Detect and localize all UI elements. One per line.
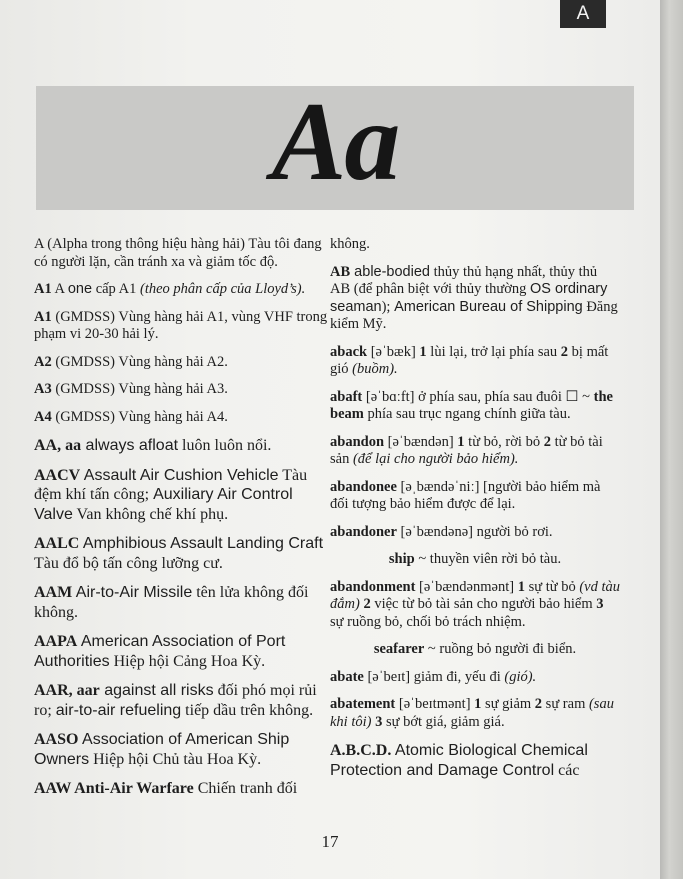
- entry-subhead: the beam: [330, 388, 613, 422]
- sense-number: 3: [596, 596, 604, 612]
- entry-text: Tàu đổ bộ tấn công lưỡng cư.: [34, 554, 223, 572]
- entry-aam: [34, 583, 328, 622]
- entry-a1-one: [34, 281, 328, 299]
- entry-note: (vd tàu đắm): [330, 578, 621, 612]
- entry-headword: abate: [330, 668, 364, 685]
- entry-abatement: [330, 696, 620, 731]
- entry-term: Anti-Air Warfare: [71, 780, 194, 797]
- entry-abandonment: [330, 579, 620, 632]
- page-number: 17: [321, 832, 339, 851]
- entry-text: [əˌbændəˈniː] [người bảo hiểm mà đối tượng bảo hiểm được để lại.: [330, 478, 601, 512]
- entry-text: Hiệp hội Chủ tàu Hoa Kỳ.: [89, 750, 262, 768]
- entry-aapa: [34, 632, 328, 671]
- entry-headword: abandon: [330, 433, 385, 450]
- entry-ship-subentry: [330, 551, 620, 569]
- entry-term: Amphibious Assault Landing Craft: [79, 535, 324, 552]
- entry-text: từ bỏ tài sản: [330, 433, 603, 467]
- entry-aalc: [34, 534, 328, 573]
- entry-text: Đăng kiểm Mỹ.: [330, 298, 618, 332]
- entry-text: ~ thuyền viên rời bỏ tàu.: [414, 551, 562, 567]
- page-edge: [660, 0, 683, 879]
- entry-note: (gió).: [504, 668, 537, 685]
- entry-text: (GMDSS) Vùng hàng hải A2.: [51, 353, 228, 370]
- entry-text: (GMDSS) Vùng hàng hải A4.: [51, 408, 228, 425]
- entry-headword: A2: [34, 353, 52, 370]
- sense-number: 2: [560, 343, 569, 360]
- entry-headword: AA, aa: [34, 437, 82, 454]
- entry-text: cấp A1: [92, 281, 140, 297]
- entry-ab: [330, 264, 620, 334]
- entry-term: Assault Air Cushion Vehicle: [80, 466, 279, 484]
- entry-text: Van không chế khí phụ.: [72, 505, 229, 523]
- entry-term: one: [67, 281, 93, 297]
- entry-term: Auxiliary Air Control Valve: [34, 486, 293, 523]
- banner-title: Aa: [271, 80, 399, 204]
- entry-text: sự từ bỏ: [524, 578, 580, 595]
- entry-text: lùi lại, trở lại phía sau: [426, 343, 561, 360]
- entry-abaft: [330, 389, 620, 424]
- sense-number: 1: [457, 433, 465, 450]
- entry-aaso: [34, 730, 328, 769]
- entry-a4: [34, 409, 328, 427]
- entry-text: Chiến tranh đối: [193, 780, 298, 797]
- entry-term: American Association of Port Authorities: [34, 633, 286, 670]
- sense-number: 1: [517, 578, 525, 595]
- entry-text: đối phó mọi rủi ro;: [34, 682, 317, 719]
- sense-number: 3: [371, 713, 383, 730]
- entry-abate: [330, 669, 620, 687]
- sense-number: 1: [474, 696, 482, 712]
- entry-text: );: [381, 298, 395, 315]
- entry-headword: AAW: [34, 780, 72, 797]
- entry-text: [əˈbændənə] người bỏ rơi.: [396, 523, 553, 540]
- entry-headword: aback: [330, 343, 368, 360]
- letter-tab: A: [560, 0, 606, 28]
- entry-headword: A1: [34, 281, 52, 297]
- entry-term: always afloat: [81, 437, 179, 454]
- entry-a2: [34, 354, 328, 372]
- entry-headword: A4: [34, 408, 52, 425]
- entry-a1-gmdss: [34, 309, 328, 344]
- entry-subhead: seafarer: [373, 641, 425, 657]
- entry-term: able-bodied: [350, 263, 430, 280]
- letter-banner: [36, 80, 634, 210]
- entry-text: việc từ bỏ tài sản cho người bảo hiểm: [370, 596, 597, 612]
- entry-term: Atomic Biological Chemical Protection and Damage Control: [330, 742, 588, 779]
- entry-text: (GMDSS) Vùng hàng hải A3.: [51, 381, 228, 397]
- entry-text: từ bỏ, rời bỏ: [464, 433, 544, 450]
- entry-headword: A3: [34, 381, 52, 397]
- left-column: [34, 236, 328, 809]
- entry-subhead: ship: [388, 551, 415, 567]
- entry-text: A: [51, 281, 68, 297]
- entry-note: (sau khi tôi): [330, 696, 614, 730]
- entry-abandon: [330, 434, 620, 469]
- entry-text: không.: [330, 236, 370, 252]
- entry-abcd: [330, 741, 620, 780]
- entry-text: sự giảm: [481, 696, 535, 712]
- right-column: [330, 236, 620, 790]
- entry-abandonee: [330, 479, 620, 514]
- entry-text: sự ruồng bỏ, chối bỏ trách nhiệm.: [330, 613, 526, 630]
- entry-headword: abandonment: [330, 578, 416, 595]
- entry-headword: AACV: [34, 466, 81, 484]
- entry-text: [əˈbændənmənt]: [415, 578, 518, 595]
- entry-text: tiếp dầu trên không.: [181, 701, 314, 719]
- entry-text: [əˈbændən]: [384, 433, 458, 450]
- entry-text: Hiệp hội Cảng Hoa Kỳ.: [109, 652, 266, 670]
- entry-text: (GMDSS) Vùng hàng hải A1, vùng VHF trong phạm vi 20-30 hải lý.: [34, 308, 328, 342]
- entry-note: (để lại cho người bảo hiểm).: [352, 451, 519, 467]
- entry-text: các: [554, 761, 580, 779]
- sense-number: 2: [359, 596, 371, 612]
- entry-term: against all risks: [99, 682, 214, 699]
- entry-aback: [330, 344, 620, 379]
- entry-text: phía sau trục ngang chính giữa tàu.: [363, 406, 571, 422]
- entry-text: Tàu đệm khí tấn công;: [34, 466, 308, 503]
- entry-text: sự bớt giá, giảm giá.: [382, 713, 505, 730]
- entry-text: bị mất gió: [330, 343, 609, 377]
- entry-aacv: [34, 466, 328, 525]
- entry-note: (theo phân cấp của Lloyd’s).: [139, 281, 306, 297]
- entry-text: A (Alpha trong thông hiệu hàng hải) Tàu tôi đang có người lặn, cần tránh xa và giảm tốc độ.: [34, 236, 322, 270]
- entry-text: [əˈbeɪtmənt]: [395, 696, 475, 712]
- entry-aar: [34, 681, 328, 720]
- entry-note: (buồm).: [352, 361, 398, 377]
- entry-continuation: [330, 236, 620, 254]
- entry-term: Association of American Ship Owners: [34, 731, 290, 768]
- entry-text: ~ ruồng bỏ người đi biển.: [424, 641, 577, 657]
- entry-headword: abandonee: [330, 478, 397, 495]
- entry-term: air-to-air refueling: [55, 701, 182, 719]
- entry-abandoner: [330, 524, 620, 542]
- sense-number: 1: [419, 343, 427, 360]
- entry-headword: AB: [330, 263, 351, 280]
- entry-headword: AASO: [34, 731, 79, 748]
- entry-headword: A.B.C.D.: [330, 742, 392, 759]
- entry-headword: A1: [34, 308, 52, 325]
- entry-term: OS ordinary seaman: [330, 281, 608, 315]
- entry-a3: [34, 381, 328, 399]
- sense-number: 2: [543, 433, 551, 450]
- entry-headword: abatement: [330, 696, 396, 712]
- entry-text: luôn luôn nổi.: [178, 437, 272, 454]
- sense-number: 2: [534, 696, 543, 712]
- entry-seafarer-subentry: [330, 641, 620, 659]
- entry-headword: abandoner: [330, 523, 397, 540]
- entry-text: [əˈbɑːft] ở phía sau, phía sau đuôi ☐ ~: [362, 388, 594, 405]
- entry-aaw: [34, 779, 328, 799]
- entry-text: [əˈbeɪt] giảm đi, yếu đi: [363, 668, 505, 685]
- entry-headword: AAM: [34, 584, 73, 601]
- entry-term: American Bureau of Shipping: [394, 298, 583, 315]
- entry-text: [əˈbæk]: [367, 343, 420, 360]
- entry-aa: [34, 436, 328, 456]
- entry-text: sự ram: [542, 696, 589, 712]
- entry-headword: abaft: [330, 388, 363, 405]
- entry-headword: AAPA: [34, 633, 78, 650]
- entry-term: Air-to-Air Missile: [72, 584, 193, 601]
- entry-headword: AALC: [34, 535, 80, 552]
- entry-headword: AAR, aar: [34, 682, 100, 699]
- entry-text: thủy thủ hạng nhất, thủy thủ AB (để phân biệt với thủy thường: [330, 263, 598, 297]
- entry-a: [34, 236, 328, 271]
- entry-text: tên lửa không đối không.: [34, 584, 309, 621]
